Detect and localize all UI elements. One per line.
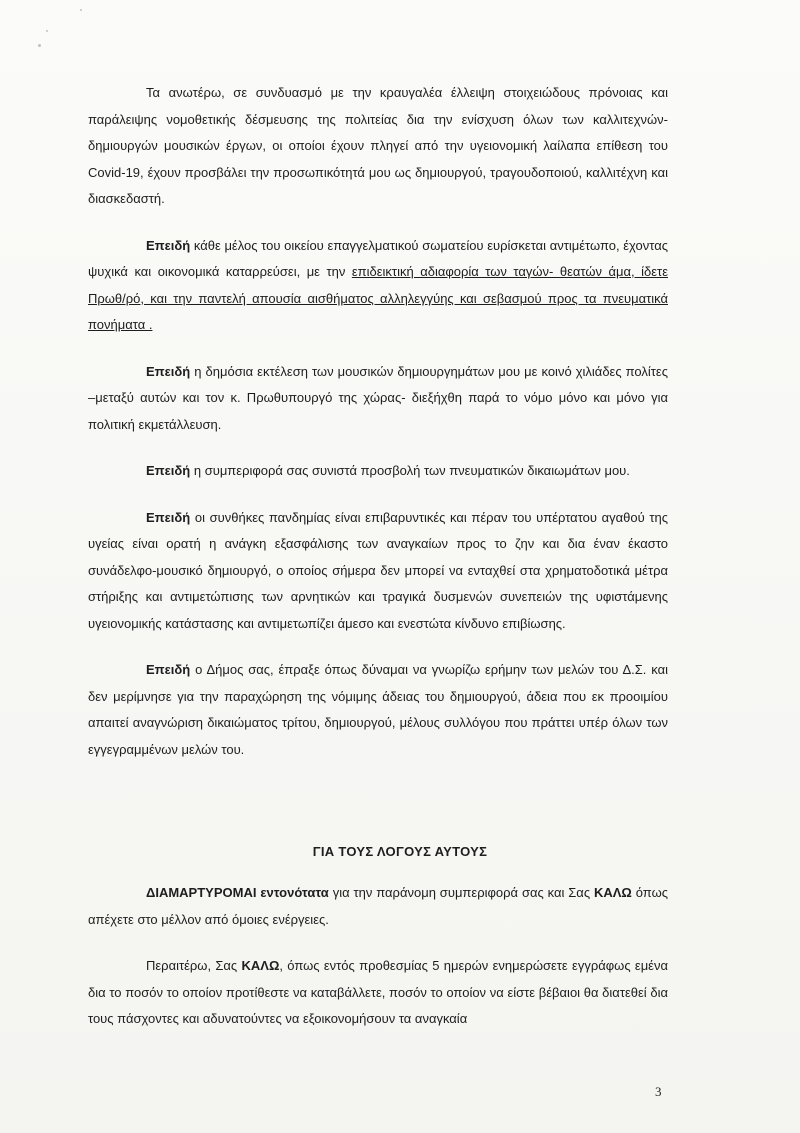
document-body	[88, 80, 668, 783]
paragraph-4	[88, 458, 668, 485]
paragraph-4-lead: Επειδή	[146, 463, 191, 478]
paragraph-2-text: κάθε μέλος του οικείου επαγγελματικού σωματείου ευρίσκεται αντιμέτωπο, έχοντας ψυχικά και οικονομικά καταρρεύσει, με την	[88, 237, 668, 279]
paragraph-3	[88, 359, 668, 439]
page-number: 3	[655, 1084, 662, 1099]
paragraph-1-text: Τα ανωτέρω, σε συνδυασμό με την κραυγαλέα έλλειψη στοιχειώδους πρόνοιας και παράλειψης νομοθετικής δέσμευσης της πολιτείας δια την ενίσχυση όλων των καλλιτεχνών-δημιουργών μουσικών έργων, οι οποίοι έχουν πληγεί από την υγειονομική λαίλαπα επίθεση του Covid-19, έχουν προσβάλει την προσωπικότητά μου ως δημιουργού, τραγουδοποιού, καλλιτέχνη και διασκεδαστή.	[88, 85, 668, 206]
paragraph-4-text: η συμπεριφορά σας συνιστά προσβολή των πνευματικών δικαιωμάτων μου.	[190, 463, 630, 478]
paragraph-6-lead: Επειδή	[146, 662, 191, 677]
paragraph-6	[88, 657, 668, 763]
protest-statement: ΔΙΑΜΑΡΤΥΡΟΜΑΙ εντονότατα	[146, 885, 329, 900]
closing-section	[88, 880, 668, 1053]
paragraph-2	[88, 233, 668, 339]
paragraph-5-text: οι συνθήκες πανδημίας είναι επιβαρυντικές και πέραν του υπέρτατου αγαθού της υγείας είναι ορατή η ανάγκη εξασφάλισης των αναγκαίων προς το ζην και δια έναν έκαστο συνάδελφο-μουσικό δημιουργό, ο οποίος σήμερα δεν μπορεί να ενταχθεί στα χρηματοδοτικά μέτρα στήριξης και αντιμετώπισης των αρνητικών και τραγικά δυσμενών συνεπειών της υφιστάμενης υγειονομικής κατάστασης και αντιμετωπίζει άμεσο και ενεστώτα κίνδυνο επιβίωσης.	[88, 509, 668, 631]
paragraph-5	[88, 505, 668, 638]
paragraph-6-text: ο Δήμος σας, έπραξε όπως δύναμαι να γνωρίζω ερήμην των μελών του Δ.Σ. και δεν μερίμνησε για την παραχώρηση της νόμιμης άδειας του δημιουργού, άδεια που εκ προοιμίου απαιτεί αναγνώριση δικαιώματος τρίτου, δημιουργού, μέλους συλλόγου που πράττει υπέρ όλων των εγγεγραμμένων μελών του.	[88, 662, 668, 757]
paragraph-2-lead: Επειδή	[146, 237, 191, 253]
closing-paragraph-1-text: για την παράνομη συμπεριφορά σας και Σας	[328, 885, 594, 900]
call-statement-2: ΚΑΛΩ	[241, 958, 280, 973]
closing-paragraph-2-text: Περαιτέρω, Σας	[146, 958, 242, 973]
paragraph-1	[88, 80, 668, 213]
section-heading: ΓΙΑ ΤΟΥΣ ΛΟΓΟΥΣ ΑΥΤΟΥΣ	[312, 844, 488, 859]
scan-speck	[80, 9, 82, 11]
closing-paragraph-2	[88, 953, 668, 1033]
closing-paragraph-1	[88, 880, 668, 933]
paragraph-3-text: η δημόσια εκτέλεση των μουσικών δημιουργημάτων μου με κοινό χιλιάδες πολίτες –μεταξύ αυτών και τον κ. Πρωθυπουργό της χώρας- διεξήχθη παρά το νόμο μόνο και μόνο για πολιτική εκμετάλλευση.	[88, 363, 668, 432]
paragraph-5-lead: Επειδή	[146, 509, 191, 525]
closing-paragraph-2-text-end: , όπως εντός προθεσμίας 5 ημερών ενημερώσετε εγγράφως εμένα δια το ποσόν το οποίον προτίθεστε να καταβάλλετε, ποσόν το οποίον να είστε βέβαιοι θα διατεθεί δια τους πάσχοντες και αδυνατούντες να εξοικονομήσουν τα αναγκαία	[88, 958, 668, 1026]
call-statement: ΚΑΛΩ	[593, 885, 632, 900]
paragraph-3-lead: Επειδή	[146, 363, 191, 379]
closing-paragraph-1-text-end: όπως απέχετε στο μέλλον από όμοιες ενέργειες.	[88, 885, 668, 927]
paragraph-2-underlined-text: επιδεικτική αδιαφορία των ταγών- θεατών άμα, ίδετε Πρωθ/ρό, και την παντελή απουσία αισθήματος αλληλεγγύης και σεβασμού προς τα πνευματικά πονήματα .	[88, 264, 668, 332]
scan-speck	[46, 30, 48, 32]
scan-speck	[38, 44, 41, 47]
